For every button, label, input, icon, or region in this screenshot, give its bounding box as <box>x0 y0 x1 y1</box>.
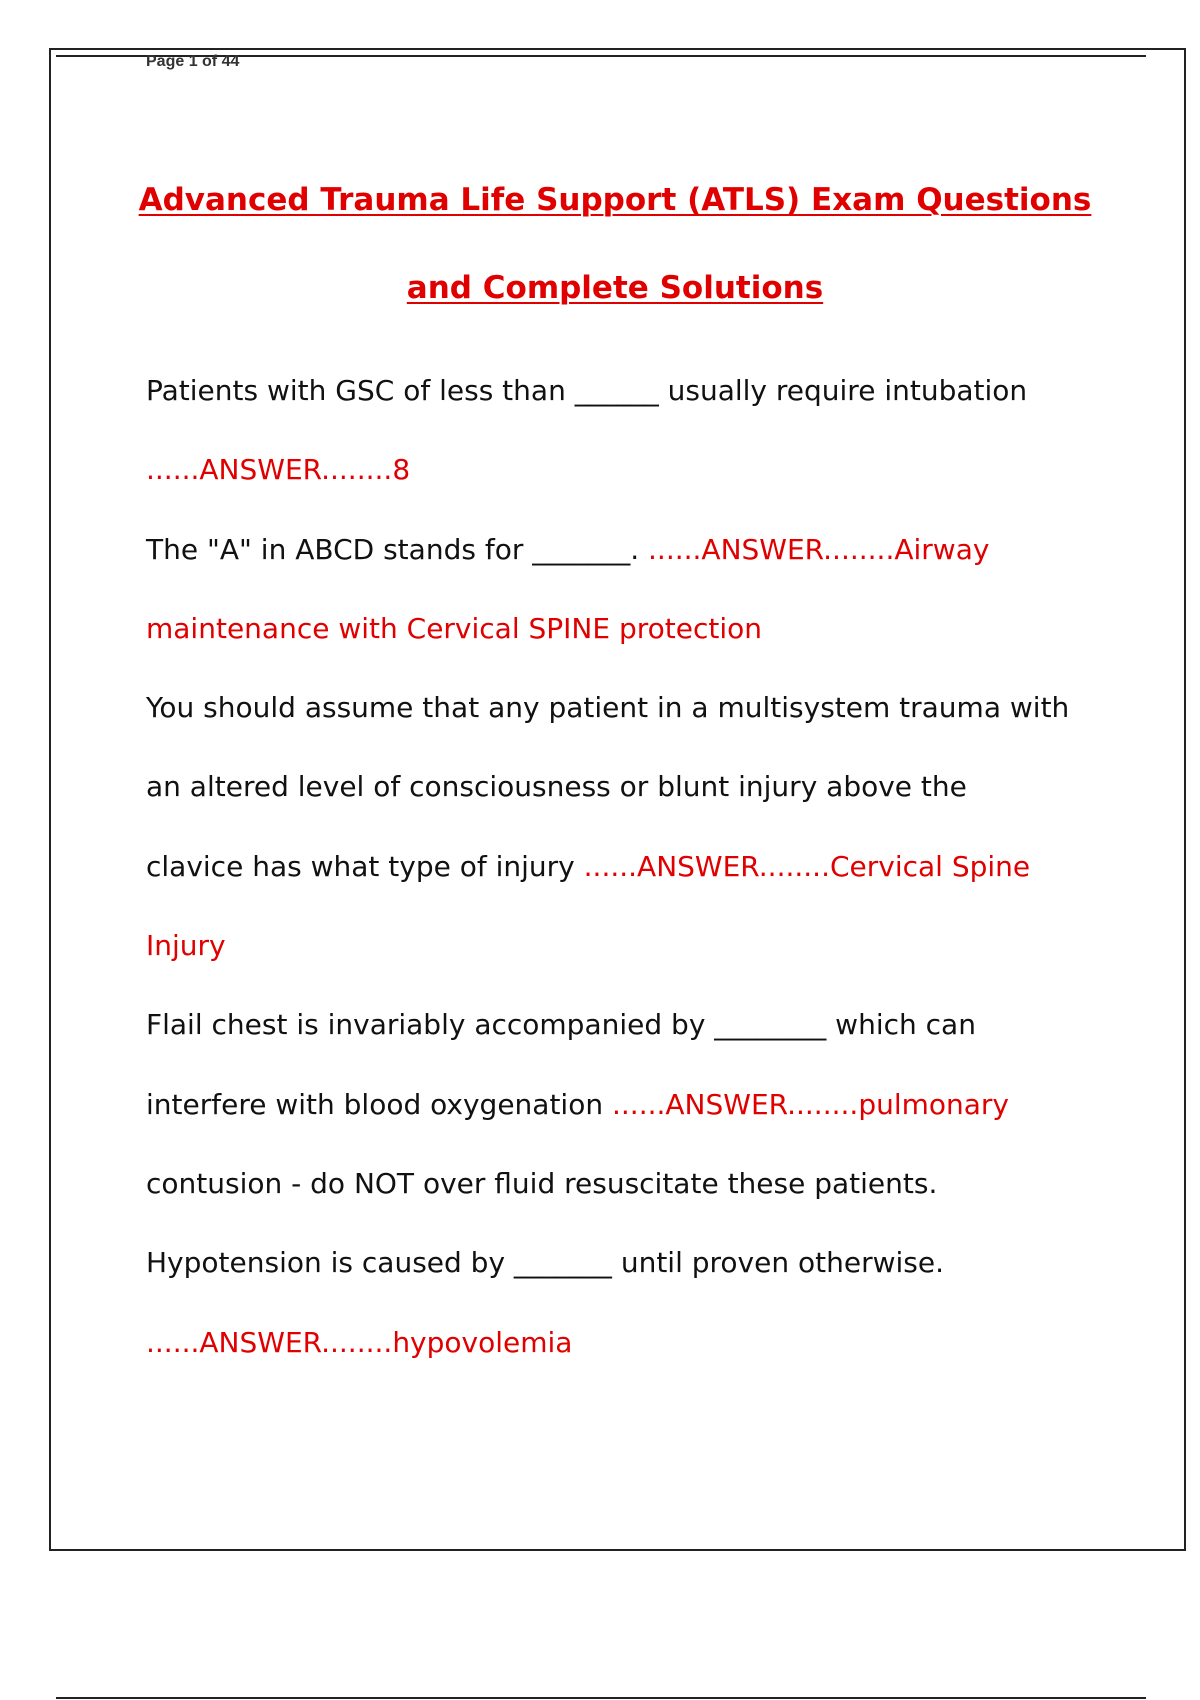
answer-4-continued <box>146 1144 1086 1223</box>
question-text: interfere with blood oxygenation <box>146 1087 612 1121</box>
answer-2-continued <box>146 589 1086 668</box>
answer-text: Injury <box>146 929 226 963</box>
answer-text: ......ANSWER........pulmonary <box>612 1087 1010 1121</box>
document-title: Advanced Trauma Life Support (ATLS) Exam Questions <box>138 182 1092 218</box>
question-text: clavice has what type of injury <box>146 849 584 883</box>
answer-note: contusion - do NOT over fluid resuscitate these patients. <box>146 1166 938 1200</box>
answer-3-continued <box>146 906 1086 985</box>
answer-text: ......ANSWER........8 <box>146 453 411 487</box>
page-number: Page 1 of 44 <box>146 53 240 70</box>
qa-content <box>146 351 1086 1382</box>
answer-text: ......ANSWER........Cervical Spine <box>583 849 1031 883</box>
question-text: The "A" in ABCD stands for _______. <box>146 532 649 566</box>
question-text: Patients with GSC of less than ______ usually require intubation <box>146 374 1028 407</box>
answer-1 <box>146 430 1086 509</box>
question-text: Flail chest is invariably accompanied by ________ which can <box>146 1008 976 1042</box>
question-2 <box>146 510 1086 589</box>
question-text: You should assume that any patient in a multisystem trauma with <box>146 691 1070 725</box>
question-4-continued <box>146 1065 1086 1144</box>
answer-text: ......ANSWER........hypovolemia <box>146 1325 573 1359</box>
answer-text: ......ANSWER........Airway <box>648 532 990 566</box>
answer-text: maintenance with Cervical SPINE protection <box>146 611 762 645</box>
bottom-rule <box>56 1697 1146 1699</box>
question-3-continued <box>146 827 1086 906</box>
document-subtitle: and Complete Solutions <box>406 270 824 306</box>
question-1 <box>146 351 1086 430</box>
question-text: Hypotension is caused by _______ until proven otherwise. <box>146 1246 944 1280</box>
question-text: an altered level of consciousness or blunt injury above the <box>146 770 967 804</box>
question-5 <box>146 1223 1086 1302</box>
answer-5 <box>146 1303 1086 1382</box>
question-4 <box>146 985 1086 1064</box>
question-3-continued <box>146 747 1086 826</box>
question-3 <box>146 668 1086 747</box>
